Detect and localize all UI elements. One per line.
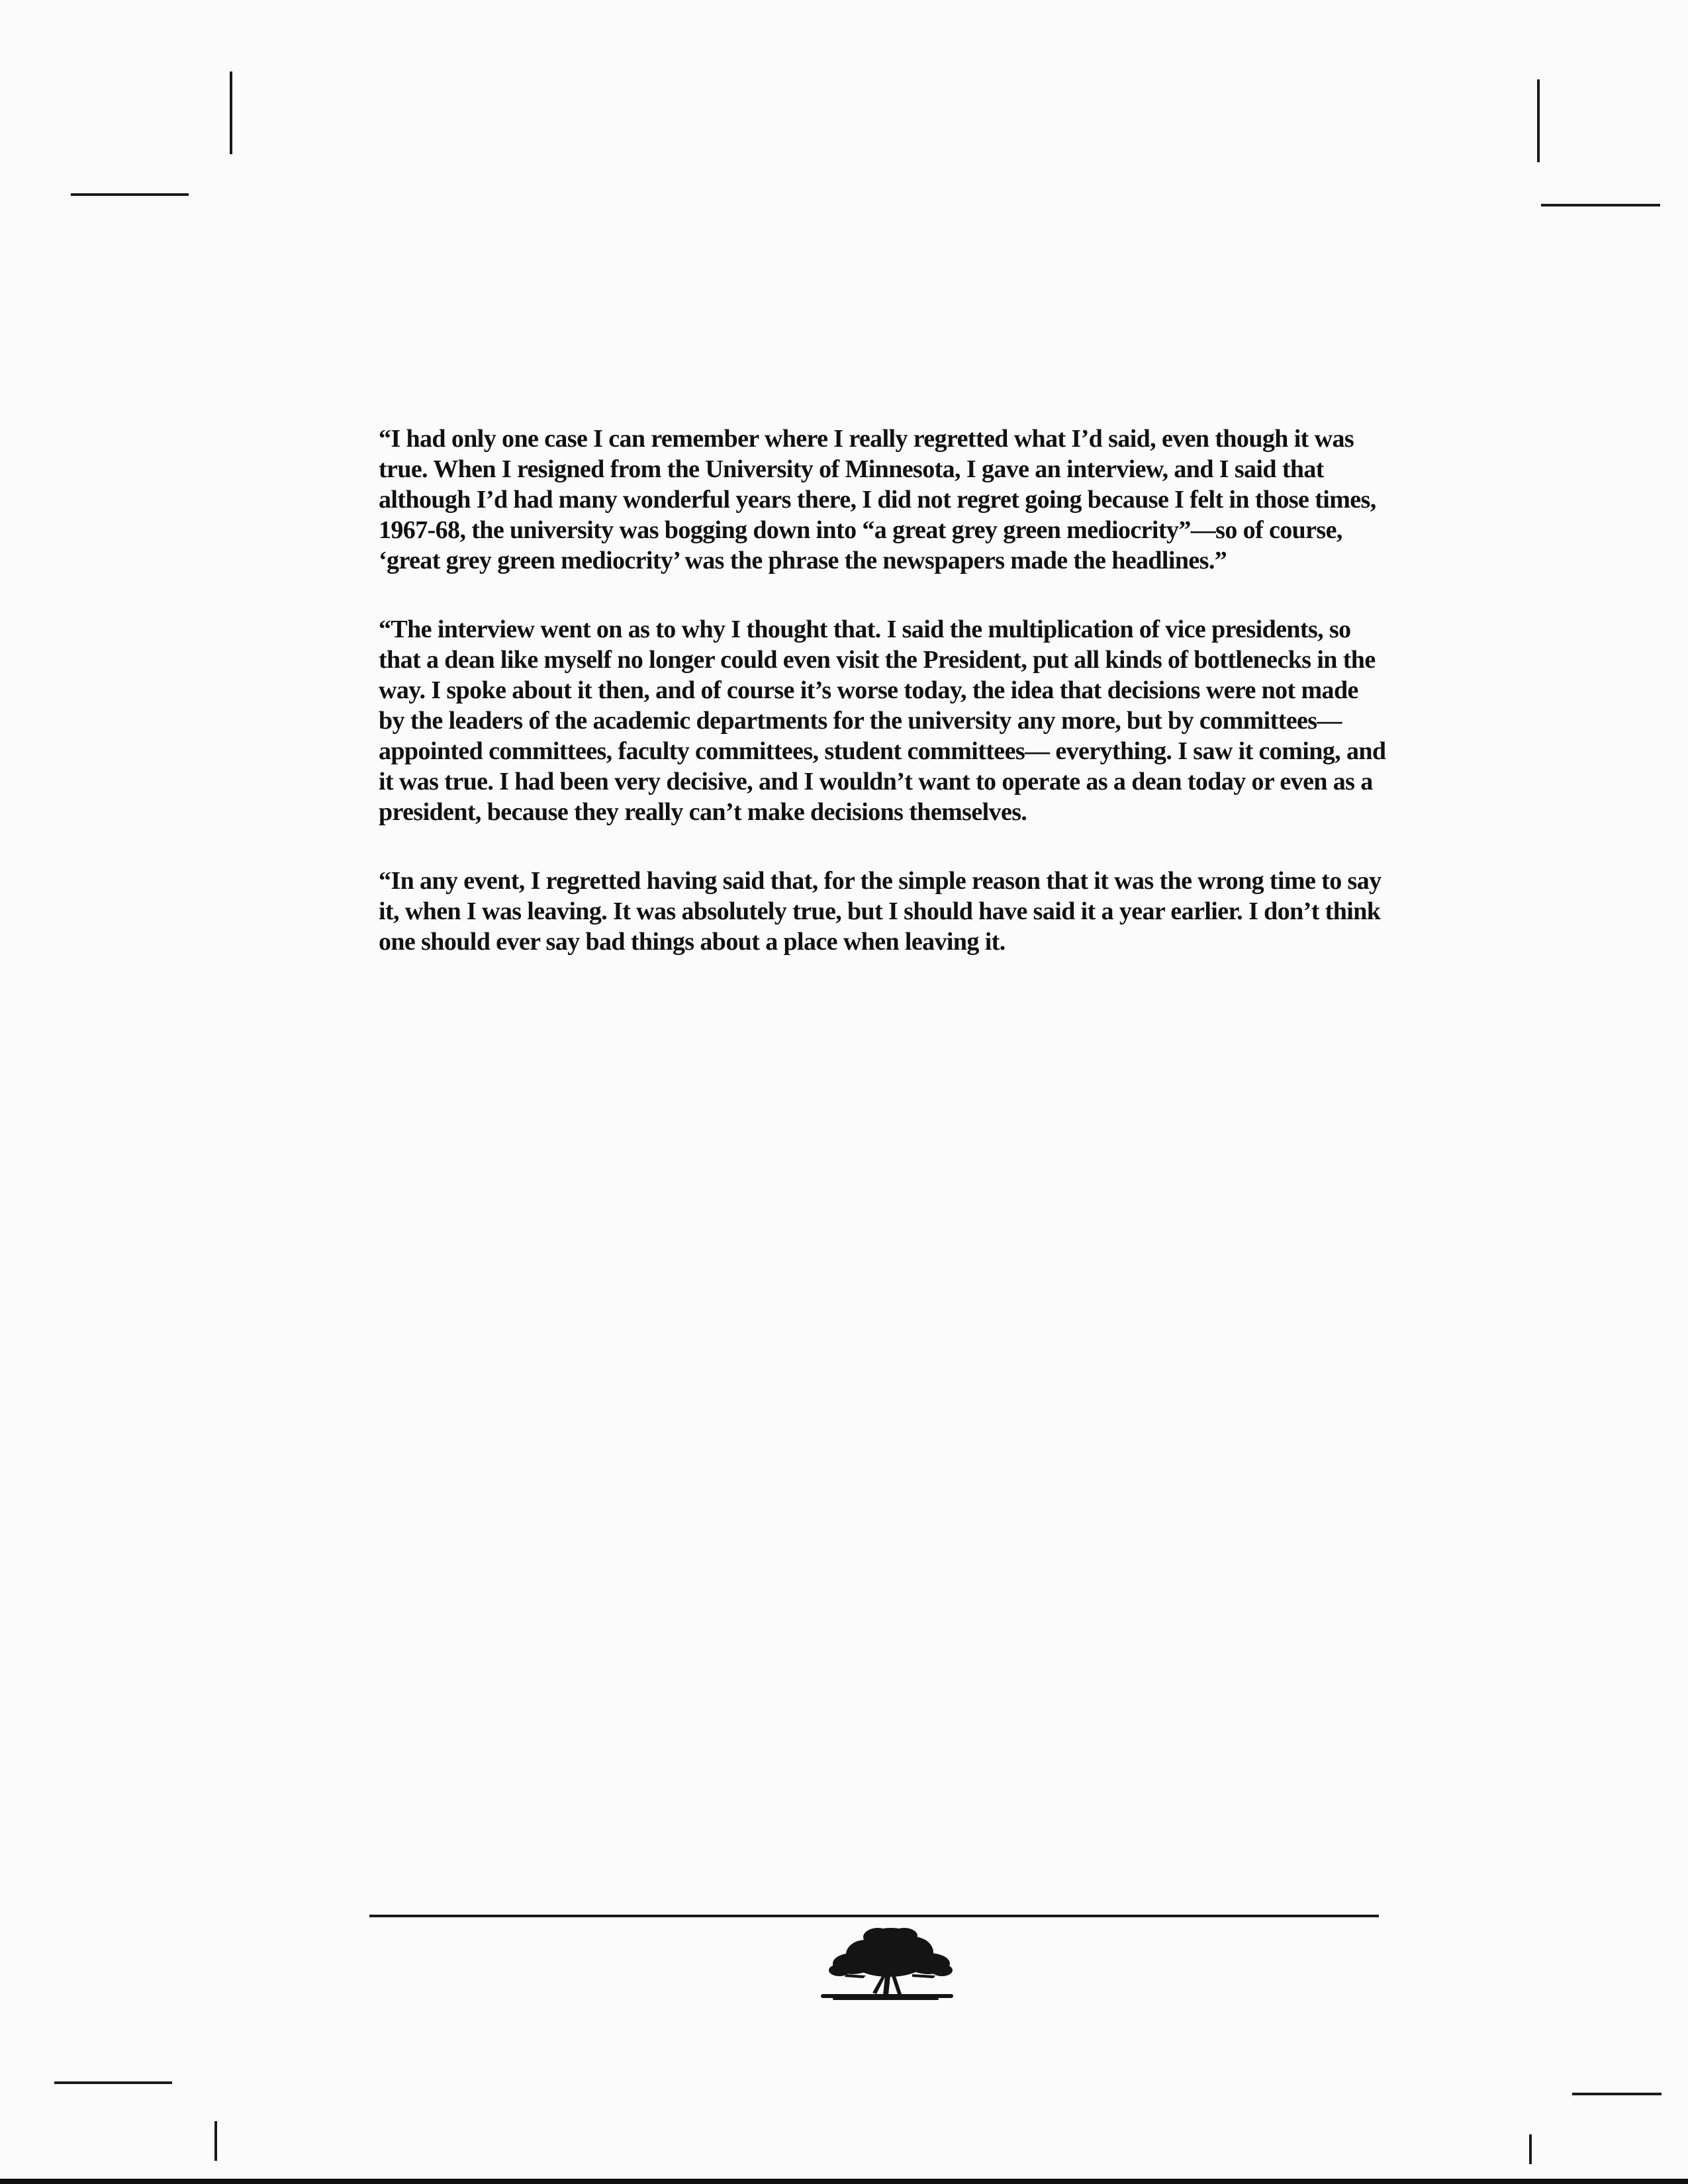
footer-rule: [369, 1915, 1379, 1917]
transcript-body: [379, 424, 1388, 995]
crop-mark-top-left-vertical: [230, 71, 232, 154]
tree-icon: [820, 1923, 959, 2009]
crop-mark-top-right-vertical: [1537, 79, 1540, 162]
crop-mark-bottom-right-horizontal: [1572, 2093, 1662, 2095]
crop-mark-bottom-right-vertical: [1529, 2134, 1532, 2164]
paragraph-1: “I had only one case I can remember where I really regretted what I’d said, even though it was true. When I resigned from the University of Minnesota, I gave an interview, and I said that although I’d had many wonderful years there, I did not regret going because I felt in those times, 1967-68, the university was bogging down into “a great grey green mediocrity”—so of course, ‘great grey green mediocrity’ was the phrase the newspapers made the headlines.”: [379, 425, 1376, 574]
crop-mark-bottom-left-horizontal: [54, 2081, 172, 2084]
crop-mark-bottom-left-vertical: [214, 2121, 217, 2161]
scan-bottom-edge: [0, 2179, 1688, 2184]
paragraph-3: “In any event, I regretted having said that, for the simple reason that it was the wrong time to say it, when I was leaving. It was absolutely true, but I should have said it a year earlier. I don’t think one should ever say bad things about a place when leaving it.: [379, 867, 1382, 956]
crop-mark-top-left-horizontal: [71, 193, 189, 196]
crop-mark-top-right-horizontal: [1541, 204, 1660, 206]
paragraph-2: “The interview went on as to why I thought that. I said the multiplication of vice presidents, so that a dean like myself no longer could even visit the President, put all kinds of bottlenecks in the way. I spoke about it then, and of course it’s worse today, the idea that decisions were not made by the leaders of the academic departments for the university any more, but by committees—appointed committees, faculty committees, student committees— everything. I saw it coming, and it was true. I had been very decisive, and I wouldn’t want to operate as a dean today or even as a president, because they really can’t make decisions themselves.: [379, 615, 1386, 826]
